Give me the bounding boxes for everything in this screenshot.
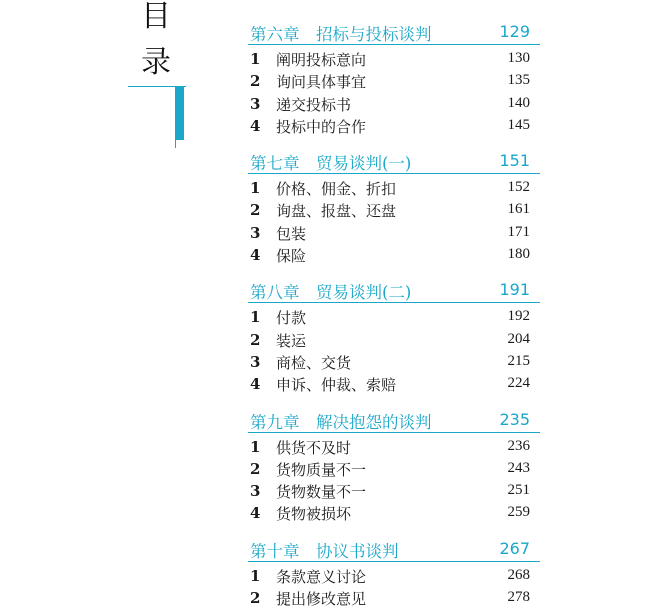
entry-title: 装运: [276, 331, 307, 350]
entry-title: 包装: [276, 224, 307, 243]
entry-page-number: 140: [507, 94, 530, 111]
chapter-title: 第九章 解决抱怨的谈判: [250, 412, 432, 432]
entry-page-number: 204: [507, 330, 530, 347]
toc-entry[interactable]: [248, 501, 540, 523]
toc-heading: [136, 0, 176, 86]
entry-number: 4: [250, 375, 261, 394]
entry-title: 投标中的合作: [276, 117, 367, 136]
entry-page-number: 215: [507, 352, 530, 369]
toc-entry[interactable]: [248, 47, 540, 69]
toc-entry[interactable]: [248, 457, 540, 479]
entry-number: 3: [250, 223, 261, 242]
toc-entry[interactable]: [248, 221, 540, 243]
chapter-section: [248, 18, 540, 136]
entry-title: 阐明投标意向: [276, 51, 367, 69]
entry-number: 3: [250, 352, 261, 371]
entry-page-number: 243: [507, 459, 530, 476]
entry-number: 1: [250, 437, 261, 456]
entry-title: 提出修改意见: [276, 590, 367, 609]
toc-entry[interactable]: [248, 435, 540, 457]
entry-page-number: 152: [507, 179, 530, 196]
entry-number: 2: [250, 330, 261, 349]
chapter-title: 第六章 招标与投标谈判: [250, 25, 432, 44]
table-of-contents: [248, 18, 540, 608]
entry-number: 4: [250, 116, 261, 135]
entry-title: 条款意义讨论: [276, 567, 367, 586]
toc-entry[interactable]: [248, 564, 540, 586]
toc-entry[interactable]: [248, 350, 540, 372]
chapter-section: [248, 276, 540, 394]
toc-heading-char-2: 录: [141, 45, 171, 80]
toc-entry[interactable]: [248, 176, 540, 198]
entry-number: 1: [250, 50, 261, 68]
chapter-heading[interactable]: [248, 406, 540, 433]
entry-page-number: 268: [507, 566, 530, 583]
toc-entry[interactable]: [248, 243, 540, 265]
entry-page-number: 259: [507, 504, 530, 521]
entry-number: 1: [250, 566, 261, 585]
entry-title: 保险: [276, 247, 307, 266]
entry-page-number: 135: [507, 72, 530, 89]
chapter-section: [248, 147, 540, 265]
entry-number: 2: [250, 201, 261, 220]
entry-page-number: 145: [507, 116, 530, 133]
toc-heading-char-1: 目: [141, 0, 171, 34]
chapter-heading[interactable]: [248, 18, 540, 45]
decorative-accent-bar: [176, 86, 184, 140]
entry-number: 4: [250, 504, 261, 523]
toc-entry[interactable]: [248, 328, 540, 350]
entry-title: 询问具体事宜: [276, 73, 367, 92]
entry-title: 货物质量不一: [276, 460, 367, 479]
toc-entry[interactable]: [248, 198, 540, 220]
entry-number: 1: [250, 308, 261, 327]
entry-number: 1: [250, 179, 261, 198]
entry-page-number: 251: [507, 482, 530, 499]
chapter-page-number: 235: [499, 409, 530, 429]
entry-number: 2: [250, 589, 261, 608]
toc-entry[interactable]: [248, 479, 540, 501]
toc-entry[interactable]: [248, 305, 540, 327]
entry-title: 申诉、仲裁、索赔: [276, 376, 397, 395]
entry-number: 4: [250, 246, 261, 265]
chapter-title: 第八章 贸易谈判(二): [250, 283, 412, 303]
chapter-page-number: 267: [499, 538, 530, 558]
toc-entry[interactable]: [248, 114, 540, 136]
entry-page-number: 236: [507, 437, 530, 454]
chapter-heading[interactable]: [248, 276, 540, 303]
entry-title: 货物数量不一: [276, 483, 367, 502]
chapter-section: [248, 535, 540, 609]
entry-page-number: 130: [507, 50, 530, 66]
chapter-heading[interactable]: [248, 535, 540, 562]
chapter-heading[interactable]: [248, 147, 540, 174]
entry-page-number: 171: [507, 223, 530, 240]
entry-number: 2: [250, 459, 261, 478]
entry-number: 3: [250, 94, 261, 113]
entry-number: 2: [250, 72, 261, 91]
chapter-section: [248, 406, 540, 524]
chapter-title: 第十章 协议书谈判: [250, 541, 399, 561]
entry-title: 商检、交货: [276, 353, 352, 372]
entry-page-number: 180: [507, 246, 530, 263]
entry-title: 货物被损坏: [276, 505, 352, 524]
entry-title: 询盘、报盘、还盘: [276, 202, 397, 221]
toc-entry[interactable]: [248, 69, 540, 91]
entry-title: 供货不及时: [276, 438, 352, 457]
entry-page-number: 161: [507, 201, 530, 218]
chapter-page-number: 151: [499, 151, 530, 171]
chapter-page-number: 191: [499, 280, 530, 300]
toc-entry[interactable]: [248, 586, 540, 608]
entry-title: 递交投标书: [276, 95, 352, 114]
chapter-title: 第七章 贸易谈判(一): [250, 154, 412, 174]
toc-entry[interactable]: [248, 372, 540, 394]
entry-page-number: 278: [507, 589, 530, 606]
entry-number: 3: [250, 482, 261, 501]
entry-title: 付款: [276, 309, 307, 328]
entry-page-number: 224: [507, 375, 530, 392]
chapter-page-number: 129: [499, 22, 530, 41]
entry-page-number: 192: [507, 308, 530, 325]
toc-entry[interactable]: [248, 92, 540, 114]
entry-title: 价格、佣金、折扣: [276, 180, 397, 199]
